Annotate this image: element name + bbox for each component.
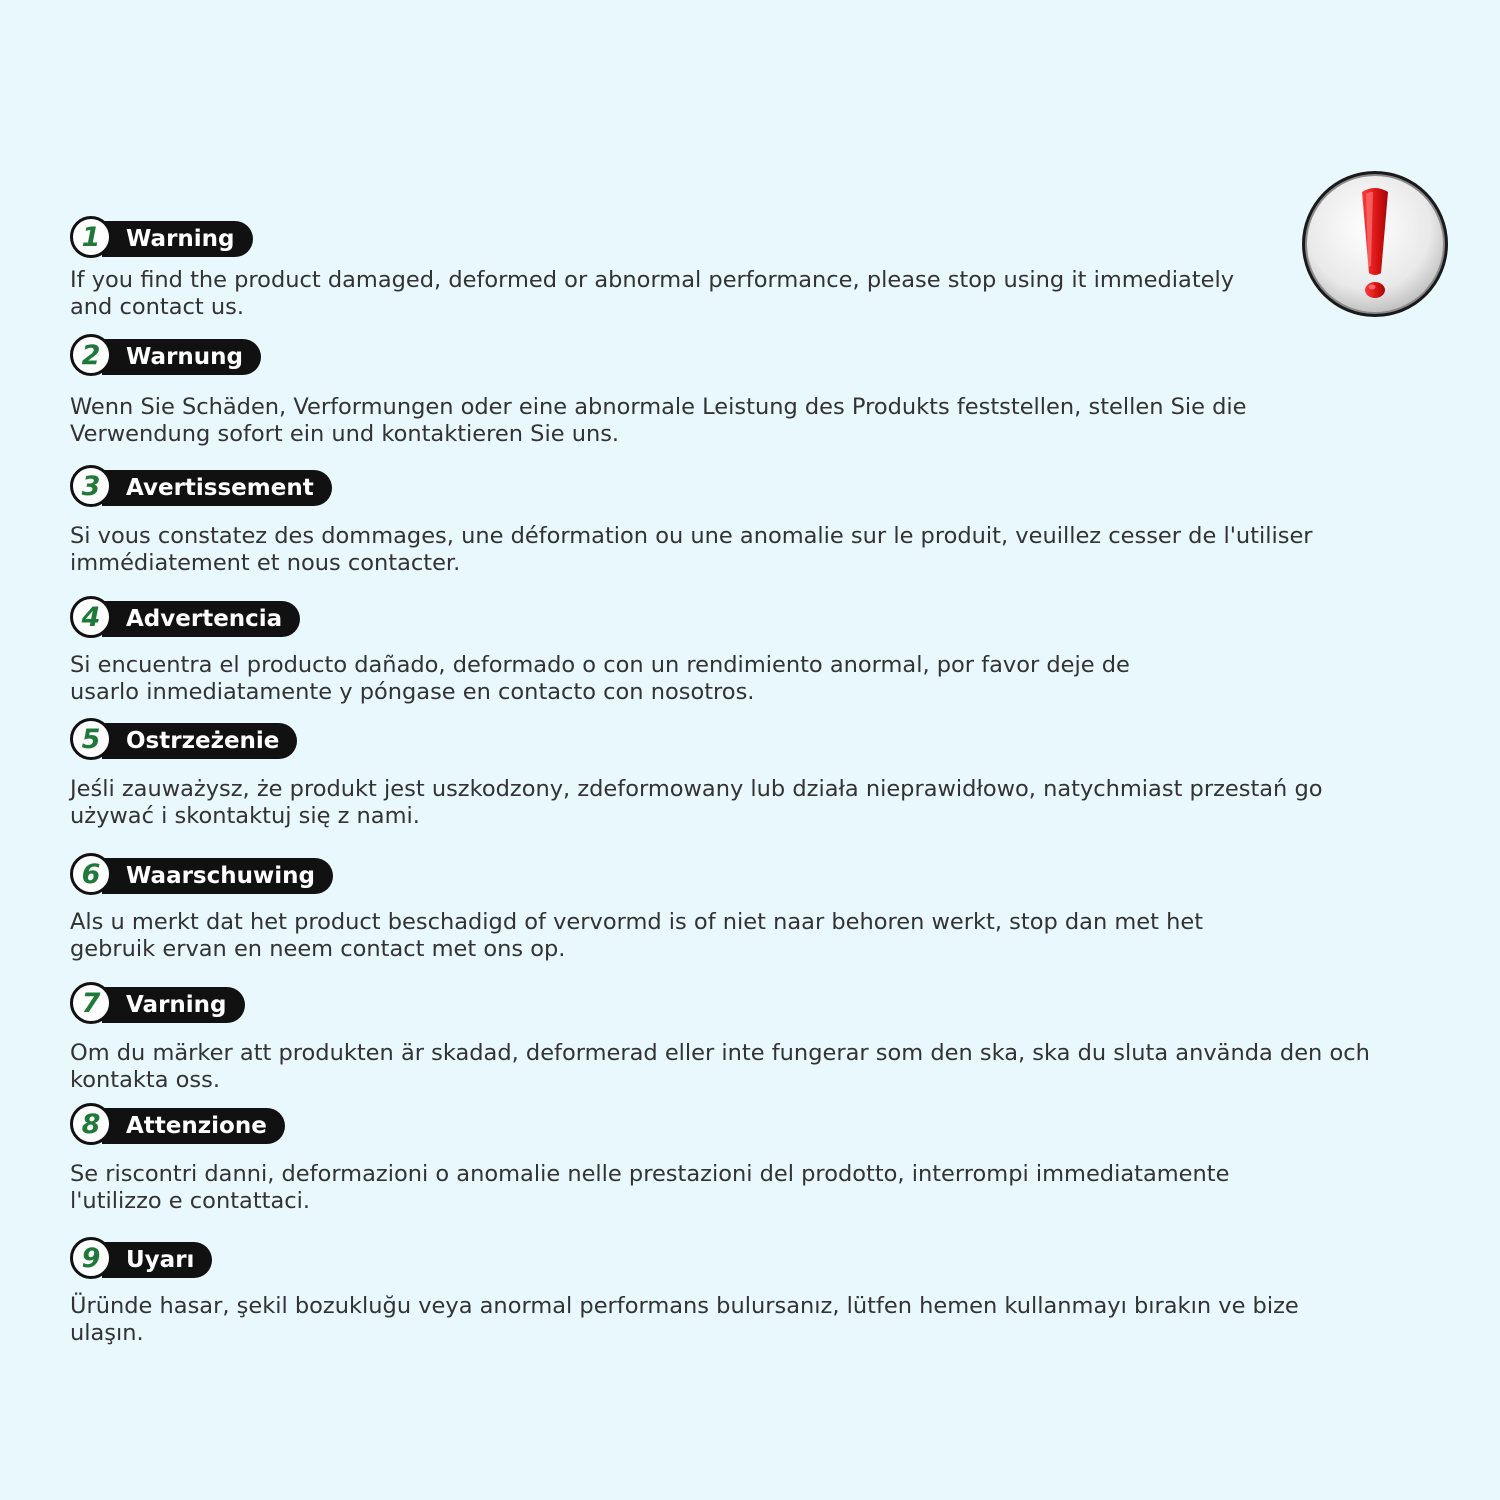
number-circle: 7 (70, 982, 112, 1024)
warning-badge (70, 716, 1323, 762)
warning-text-line: Wenn Sie Schäden, Verformungen oder eine abnormale Leistung des Produkts feststellen, stellen Sie die (70, 394, 1247, 420)
warning-text (70, 394, 1247, 448)
exclamation-alert-icon (1300, 170, 1450, 320)
warning-badge (70, 1101, 1229, 1147)
number-circle: 1 (70, 216, 112, 258)
warning-badge (70, 594, 1130, 640)
warning-text-line: gebruik ervan en neem contact met ons op. (70, 936, 566, 962)
warning-title: Attenzione (102, 1108, 285, 1144)
warning-block-1 (70, 214, 1234, 321)
warning-text (70, 523, 1313, 577)
number-circle: 8 (70, 1103, 112, 1145)
warning-text-line: and contact us. (70, 294, 244, 320)
warning-text-line: Verwendung sofort ein und kontaktieren Sie uns. (70, 421, 620, 447)
warning-title: Varning (102, 987, 245, 1023)
warning-block-8 (70, 1101, 1229, 1215)
warning-title: Ostrzeżenie (102, 723, 297, 759)
warning-text (70, 1161, 1229, 1215)
number-circle: 4 (70, 596, 112, 638)
warning-title: Advertencia (102, 601, 300, 637)
number-circle: 5 (70, 718, 112, 760)
warning-text-line: ulaşın. (70, 1320, 144, 1346)
warning-block-4 (70, 594, 1130, 706)
warning-badge (70, 980, 1370, 1026)
warning-block-2 (70, 332, 1247, 448)
warning-badge (70, 463, 1313, 509)
warning-text-line: Als u merkt dat het product beschadigd of vervormd is of niet naar behoren werkt, stop dan met het (70, 909, 1204, 935)
warning-block-5 (70, 716, 1323, 830)
warning-text (70, 1040, 1370, 1094)
warning-title: Waarschuwing (102, 858, 333, 894)
warning-text-line: usarlo inmediatamente y póngase en contacto con nosotros. (70, 679, 755, 705)
warning-text (70, 1293, 1299, 1347)
warning-text-line: Si encuentra el producto dañado, deformado o con un rendimiento anormal, por favor deje de (70, 652, 1130, 678)
warning-title: Uyarı (102, 1242, 212, 1278)
warning-text-line: l'utilizzo e contattaci. (70, 1188, 311, 1214)
warning-badge (70, 851, 1203, 897)
warning-text-line: Se riscontri danni, deformazioni o anomalie nelle prestazioni del prodotto, interrompi immediatamente (70, 1161, 1230, 1187)
warning-block-3 (70, 463, 1313, 577)
warning-title: Warnung (102, 339, 261, 375)
warning-text-line: Om du märker att produkten är skadad, deformerad eller inte fungerar som den ska, ska du sluta använda den och (70, 1040, 1370, 1066)
number-circle: 9 (70, 1237, 112, 1279)
warning-text (70, 909, 1203, 963)
warning-text-line: Si vous constatez des dommages, une déformation ou une anomalie sur le produit, veuillez cesser de l'utiliser (70, 523, 1313, 549)
warning-badge (70, 1235, 1299, 1281)
warning-block-7 (70, 980, 1370, 1094)
warning-text-line: Üründe hasar, şekil bozukluğu veya anormal performans bulursanız, lütfen hemen kullanmayı bırakın ve bize (70, 1293, 1299, 1319)
warning-text-line: używać i skontaktuj się z nami. (70, 803, 420, 829)
warning-title: Avertissement (102, 470, 332, 506)
number-circle: 3 (70, 465, 112, 507)
warning-badge (70, 214, 1234, 260)
warning-text (70, 652, 1130, 706)
warning-title: Warning (102, 221, 253, 257)
warning-text-line: kontakta oss. (70, 1067, 221, 1093)
number-circle: 6 (70, 853, 112, 895)
warning-text-line: If you find the product damaged, deformed or abnormal performance, please stop using it immediately (70, 267, 1235, 293)
warning-badge (70, 332, 1247, 378)
warning-text-line: immédiatement et nous contacter. (70, 550, 461, 576)
warning-text (70, 776, 1323, 830)
warning-text (70, 267, 1234, 321)
number-circle: 2 (70, 334, 112, 376)
warning-text-line: Jeśli zauważysz, że produkt jest uszkodzony, zdeformowany lub działa nieprawidłowo, natychmiast przestań go (70, 776, 1323, 802)
warning-block-9 (70, 1235, 1299, 1347)
warning-block-6 (70, 851, 1203, 963)
